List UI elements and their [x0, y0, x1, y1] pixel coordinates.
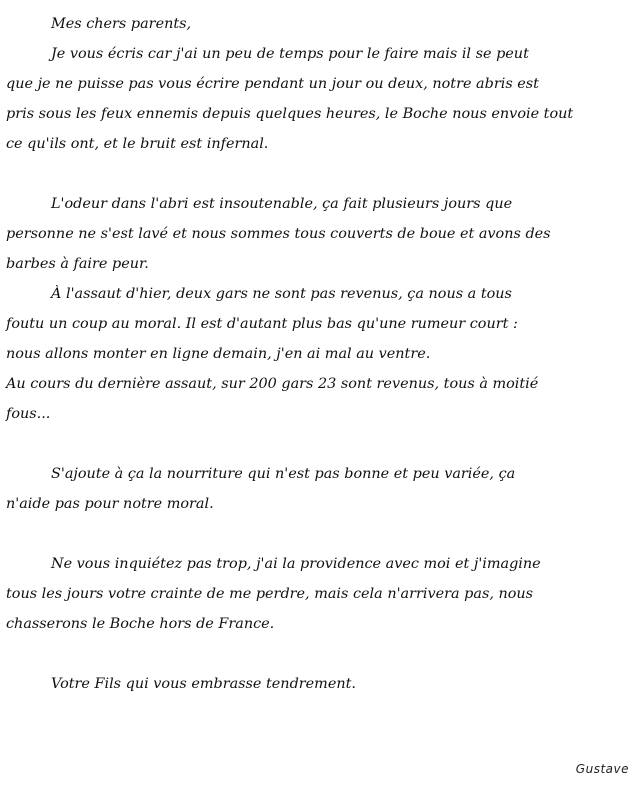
closing-line: Votre Fils qui vous embrasse tendrement.: [51, 676, 356, 692]
paragraph-2-line-3: barbes à faire peur.: [6, 256, 149, 272]
paragraph-gap: [6, 519, 631, 549]
paragraph-6-line-2: tous les jours votre crainte de me perdre, mais cela n'arrivera pas, nous: [6, 586, 534, 602]
paragraph-3-line-3: nous allons monter en ligne demain, j'en ai mal au ventre.: [6, 346, 431, 362]
paragraph-1-line-4: ce qu'ils ont, et le bruit est infernal.: [6, 136, 269, 152]
paragraph-gap: [6, 159, 631, 189]
paragraph-6-line-1: Ne vous inquiétez pas trop, j'ai la providence avec moi et j'imagine: [51, 556, 541, 572]
paragraph-4-line-1: Au cours du dernière assaut, sur 200 gars 23 sont revenus, tous à moitié: [6, 376, 539, 392]
paragraph-1-line-1: Je vous écris car j'ai un peu de temps pour le faire mais il se peut: [51, 46, 529, 62]
paragraph-5-line-1: S'ajoute à ça la nourriture qui n'est pas bonne et peu variée, ça: [51, 466, 516, 482]
paragraph-1-line-3: pris sous les feux ennemis depuis quelques heures, le Boche nous envoie tout: [6, 106, 574, 122]
paragraph-2-line-2: personne ne s'est lavé et nous sommes tous couverts de boue et avons des: [6, 226, 551, 242]
paragraph-gap: [6, 429, 631, 459]
paragraph-5-line-2: n'aide pas pour notre moral.: [6, 496, 214, 512]
signature: Gustave: [575, 762, 629, 776]
paragraph-4-line-2: fous...: [6, 406, 51, 422]
letter-body: [6, 9, 631, 699]
salutation: Mes chers parents,: [51, 16, 192, 32]
paragraph-6-line-3: chasserons le Boche hors de France.: [6, 616, 275, 632]
paragraph-2-line-1: L'odeur dans l'abri est insoutenable, ça fait plusieurs jours que: [51, 196, 513, 212]
paragraph-3-line-2: foutu un coup au moral. Il est d'autant plus bas qu'une rumeur court :: [6, 316, 518, 332]
paragraph-gap: [6, 639, 631, 669]
paragraph-3-line-1: À l'assaut d'hier, deux gars ne sont pas revenus, ça nous a tous: [51, 286, 512, 302]
paragraph-1-line-2: que je ne puisse pas vous écrire pendant un jour ou deux, notre abris est: [6, 76, 539, 92]
